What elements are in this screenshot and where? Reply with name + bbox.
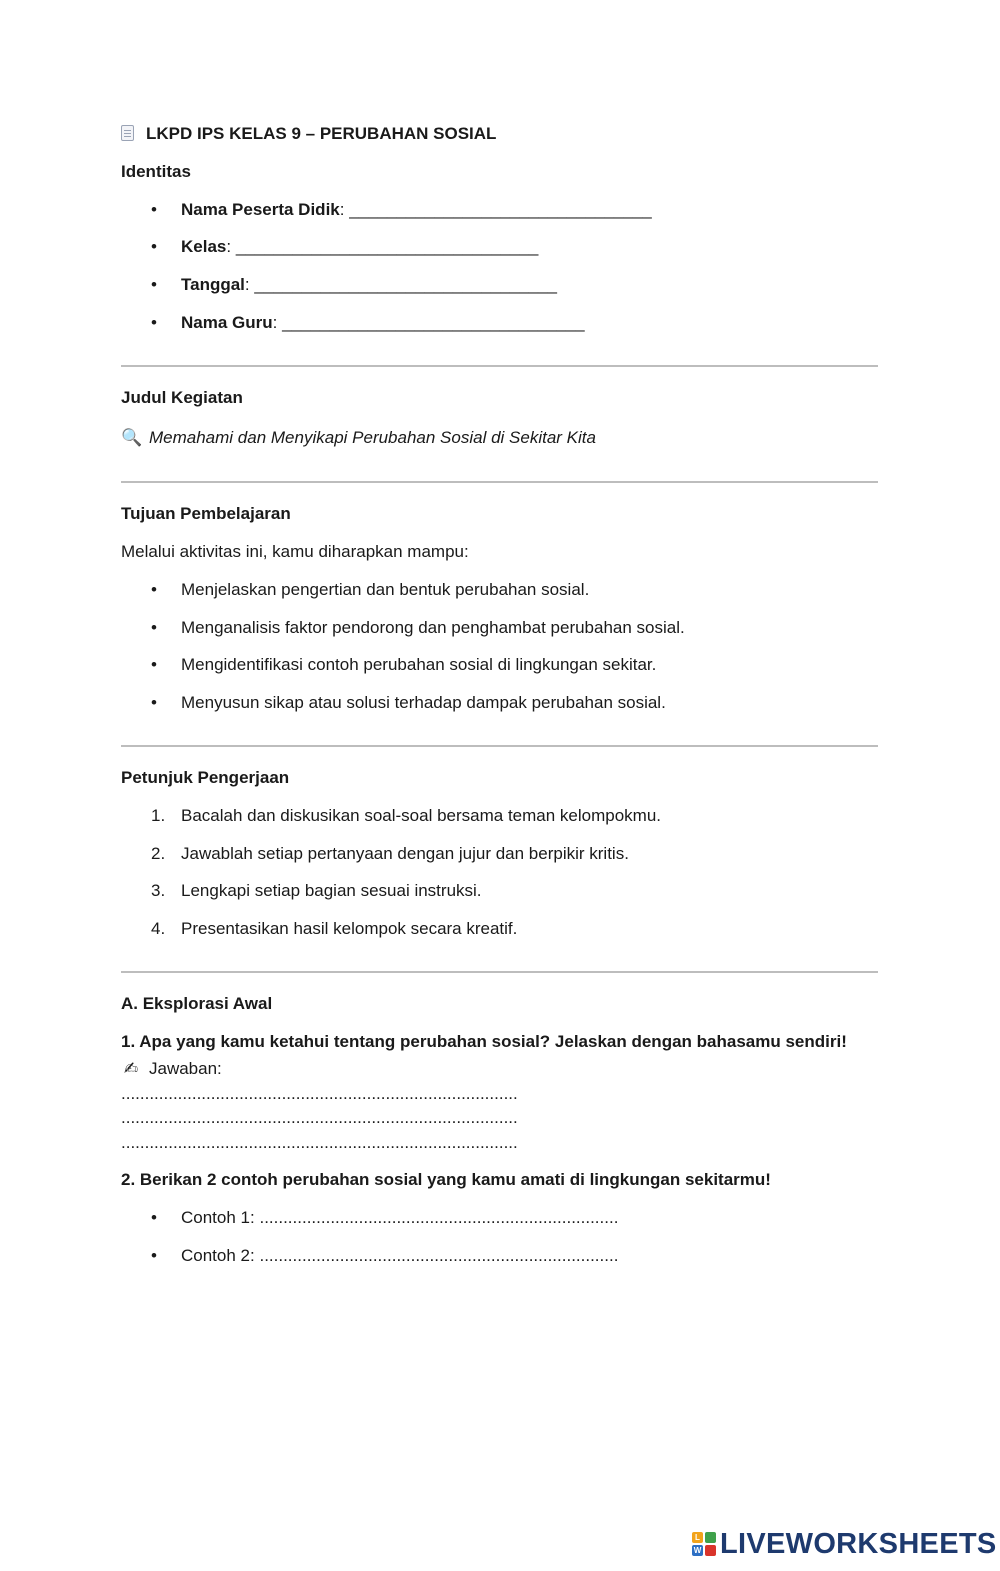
eksplorasi-heading: A. Eksplorasi Awal bbox=[121, 994, 273, 1013]
bullet: • bbox=[151, 618, 157, 637]
petunjuk-item: Bacalah dan diskusikan soal-soal bersama teman kelompokmu. bbox=[181, 806, 662, 825]
list-number: 4. bbox=[151, 919, 166, 938]
bullet: • bbox=[151, 237, 157, 256]
bullet: • bbox=[151, 1246, 157, 1265]
petunjuk-item: Lengkapi setiap bagian sesuai instruksi. bbox=[181, 881, 482, 900]
field-tanggal: Tanggal: ________________________________ bbox=[181, 275, 557, 294]
field-kelas: Kelas: ________________________________ bbox=[181, 237, 539, 256]
tujuan-intro: Melalui aktivitas ini, kamu diharapkan mampu: bbox=[121, 542, 469, 561]
document-title: LKPD IPS KELAS 9 – PERUBAHAN SOSIAL bbox=[121, 122, 496, 146]
bullet: • bbox=[151, 1208, 157, 1227]
tujuan-item: Menganalisis faktor pendorong dan penghambat perubahan sosial. bbox=[181, 618, 685, 637]
bullet: • bbox=[151, 580, 157, 599]
answer-dots[interactable]: .................................................................................... bbox=[121, 1084, 518, 1103]
answer-label-line: ✍ Jawaban: bbox=[121, 1057, 222, 1081]
logo-text: LIVEWORKSHEETS bbox=[720, 1527, 997, 1560]
blank-line[interactable]: ________________________________ bbox=[282, 313, 585, 332]
bullet: • bbox=[151, 313, 157, 332]
magnifier-icon: 🔍 bbox=[121, 428, 143, 447]
example-2: Contoh 2: ............................................................................ bbox=[181, 1246, 619, 1265]
judul-heading: Judul Kegiatan bbox=[121, 388, 243, 407]
petunjuk-heading: Petunjuk Pengerjaan bbox=[121, 768, 290, 787]
bullet: • bbox=[151, 693, 157, 712]
bullet: • bbox=[151, 655, 157, 674]
bullet: • bbox=[151, 275, 157, 294]
answer-dots[interactable]: .................................................................................... bbox=[121, 1108, 518, 1127]
divider bbox=[121, 971, 878, 973]
petunjuk-item: Presentasikan hasil kelompok secara kreatif. bbox=[181, 919, 518, 938]
tujuan-item: Mengidentifikasi contoh perubahan sosial di lingkungan sekitar. bbox=[181, 655, 657, 674]
field-nama-peserta: Nama Peserta Didik: ________________________________ bbox=[181, 200, 652, 219]
bullet: • bbox=[151, 200, 157, 219]
blank-line[interactable]: ________________________________ bbox=[235, 237, 539, 256]
document-icon bbox=[121, 125, 134, 141]
question-1: 1. Apa yang kamu ketahui tentang perubahan sosial? Jelaskan dengan bahasamu sendiri! bbox=[121, 1032, 847, 1051]
writing-hand-icon: ✍ bbox=[123, 1059, 139, 1078]
list-number: 2. bbox=[151, 844, 166, 863]
tujuan-item: Menyusun sikap atau solusi terhadap dampak perubahan sosial. bbox=[181, 693, 666, 712]
example-dots[interactable]: ............................................................................ bbox=[259, 1208, 619, 1227]
field-nama-guru: Nama Guru: ________________________________ bbox=[181, 313, 585, 332]
liveworksheets-logo bbox=[692, 1527, 997, 1561]
list-number: 1. bbox=[151, 806, 166, 825]
divider bbox=[121, 365, 878, 367]
identitas-heading: Identitas bbox=[121, 162, 191, 181]
logo-mark-icon: L W bbox=[692, 1532, 716, 1556]
petunjuk-item: Jawablah setiap pertanyaan dengan jujur dan berpikir kritis. bbox=[181, 844, 629, 863]
tujuan-heading: Tujuan Pembelajaran bbox=[121, 504, 291, 523]
blank-line[interactable]: ________________________________ bbox=[254, 275, 557, 294]
tujuan-item: Menjelaskan pengertian dan bentuk perubahan sosial. bbox=[181, 580, 590, 599]
answer-dots[interactable]: .................................................................................... bbox=[121, 1133, 518, 1152]
example-1: Contoh 1: ............................................................................ bbox=[181, 1208, 619, 1227]
list-number: 3. bbox=[151, 881, 166, 900]
divider bbox=[121, 745, 878, 747]
divider bbox=[121, 481, 878, 483]
example-dots[interactable]: ............................................................................ bbox=[259, 1246, 619, 1265]
question-2: 2. Berikan 2 contoh perubahan sosial yang kamu amati di lingkungan sekitarmu! bbox=[121, 1170, 771, 1189]
judul-text-line: 🔍 Memahami dan Menyikapi Perubahan Sosial di Sekitar Kita bbox=[121, 426, 596, 450]
blank-line[interactable]: ________________________________ bbox=[349, 200, 652, 219]
